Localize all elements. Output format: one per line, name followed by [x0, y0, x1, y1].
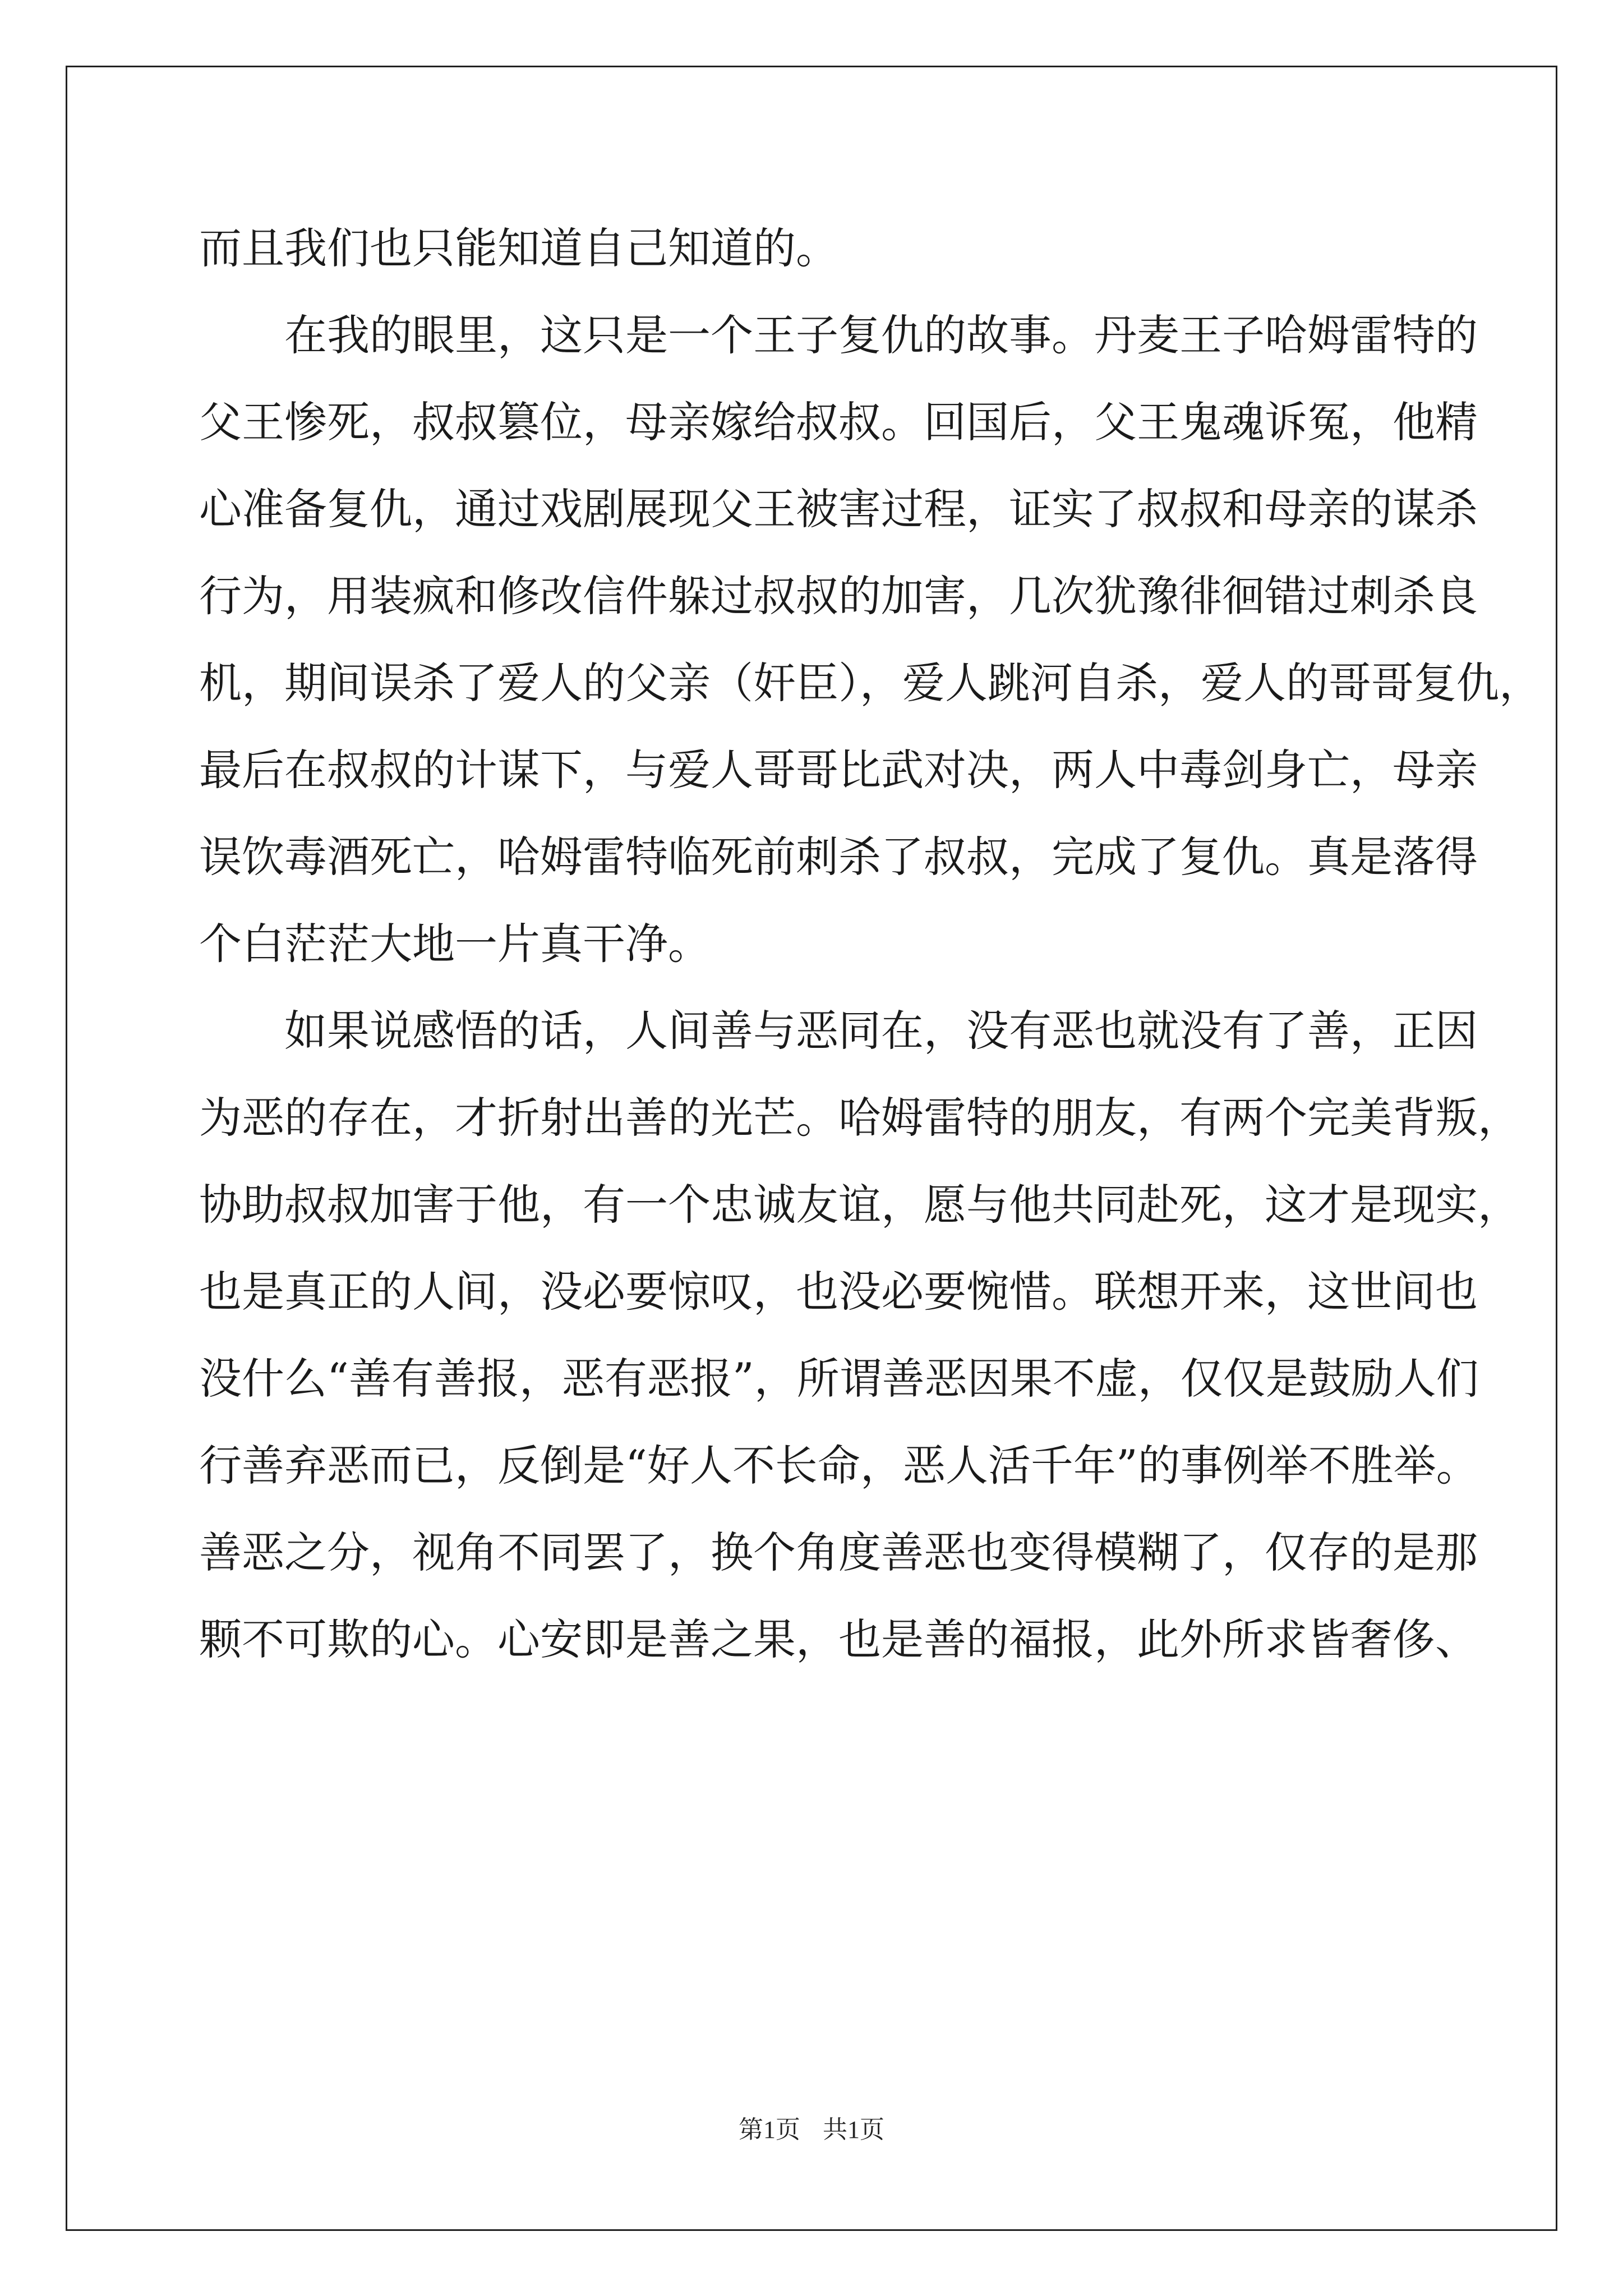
text-line: 个白茫茫大地一片真干净。 [199, 919, 711, 969]
page-number: 第1页 [739, 2116, 800, 2143]
text-line: 行为，用装疯和修改信件躲过叔叔的加害，几次犹豫徘徊错过刺杀良 [199, 571, 1478, 621]
page-total: 共1页 [823, 2116, 884, 2143]
text-line: 误饮毒酒死亡，哈姆雷特临死前刺杀了叔叔，完成了复仇。真是落得 [199, 832, 1478, 882]
text-line: 善恶之分，视角不同罢了，换个角度善恶也变得模糊了，仅存的是那 [199, 1527, 1478, 1577]
text-line: 协助叔叔加害于他，有一个忠诚友谊，愿与他共同赴死，这才是现实， [199, 1180, 1520, 1230]
page-footer [0, 2109, 1623, 2145]
text-line: 为恶的存在，才折射出善的光芒。哈姆雷特的朋友，有两个完美背叛， [199, 1093, 1520, 1143]
text-line: 最后在叔叔的计谋下，与爱人哥哥比武对决，两人中毒剑身亡，母亲 [199, 745, 1478, 795]
text-line: 也是真正的人间，没必要惊叹，也没必要惋惜。联想开来，这世间也 [199, 1267, 1478, 1317]
text-line: 心准备复仇，通过戏剧展现父王被害过程，证实了叔叔和母亲的谋杀 [199, 484, 1478, 534]
text-line: 颗不可欺的心。心安即是善之果，也是善的福报，此外所求皆奢侈、 [199, 1614, 1478, 1664]
text-line: 而且我们也只能知道自己知道的。 [199, 223, 838, 273]
text-line: 机，期间误杀了爱人的父亲（奸臣），爱人跳河自杀，爱人的哥哥复仇， [199, 658, 1542, 708]
text-line: 如果说感悟的话，人间善与恶同在，没有恶也就没有了善，正因 [284, 1006, 1478, 1056]
text-line: 父王惨死，叔叔篡位，母亲嫁给叔叔。回国后，父王鬼魂诉冤，他精 [199, 397, 1478, 447]
text-line: 在我的眼里，这只是一个王子复仇的故事。丹麦王子哈姆雷特的 [284, 310, 1478, 360]
text-line: 行善弃恶而已，反倒是“好人不长命，恶人活千年”的事例举不胜举。 [199, 1441, 1479, 1490]
text-line: 没什么“善有善报，恶有恶报”，所谓善恶因果不虚，仅仅是鼓励人们 [199, 1354, 1479, 1404]
document-body [199, 205, 1542, 1683]
